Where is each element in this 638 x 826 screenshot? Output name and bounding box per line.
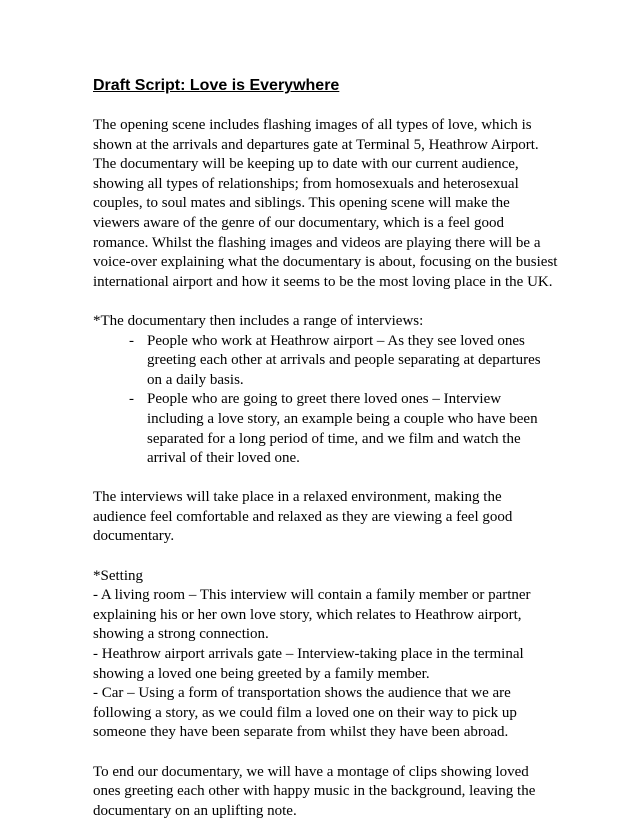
paragraph-spacer bbox=[93, 547, 558, 567]
ending-paragraph: To end our documentary, we will have a montage of clips showing loved ones greeting each other with happy music in the background, leaving the documentary on an uplifting note. bbox=[93, 763, 536, 819]
script-title: Draft Script: Love is Everywhere bbox=[93, 77, 340, 94]
intro-paragraph: The opening scene includes flashing images of all types of love, which is shown at the arrivals and departures gate at Terminal 5, Heathrow Airport. The documentary will be keeping up to date with our current audience, showing all types of relationships; from homosexuals and heterosexual couples, to soul mates and siblings. This opening scene will make the viewers aware of the genre of our documentary, which is a feel good romance. Whilst the flashing images and videos are playing there will be a voice-over explaining what the documentary is about, focusing on the busiest international airport and how it seems to be the most loving place in the UK. bbox=[93, 117, 558, 290]
paragraph-spacer bbox=[93, 292, 558, 312]
setting-item: - Car – Using a form of transportation shows the audience that we are following a story, as we could film a loved one on their way to pick up someone they have been separate from whilst they have been abroad. bbox=[93, 685, 517, 741]
setting-item: - A living room – This interview will contain a family member or partner explaining his or her own love story, which relates to Heathrow airport, showing a strong connection. bbox=[93, 587, 531, 643]
interview-item: - People who work at Heathrow airport – As they see loved ones greeting each other at arrivals and people separating at departures on a daily basis. bbox=[129, 332, 558, 391]
interviews-heading: *The documentary then includes a range of interviews: bbox=[93, 312, 424, 329]
paragraph-spacer bbox=[93, 743, 558, 763]
interviews-list bbox=[93, 332, 558, 469]
setting-heading: *Setting bbox=[93, 567, 144, 584]
setting-item: - Heathrow airport arrivals gate – Interview-taking place in the terminal showing a loved one being greeted by a family member. bbox=[93, 646, 524, 682]
paragraph-spacer bbox=[93, 469, 558, 489]
interview-item: - People who are going to greet there loved ones – Interview including a love story, an example being a couple who have been separated for a long period of time, and we film and watch the arrival of their loved one. bbox=[129, 390, 558, 468]
interviews-note-paragraph: The interviews will take place in a relaxed environment, making the audience feel comfortable and relaxed as they are viewing a feel good documentary. bbox=[93, 489, 513, 545]
